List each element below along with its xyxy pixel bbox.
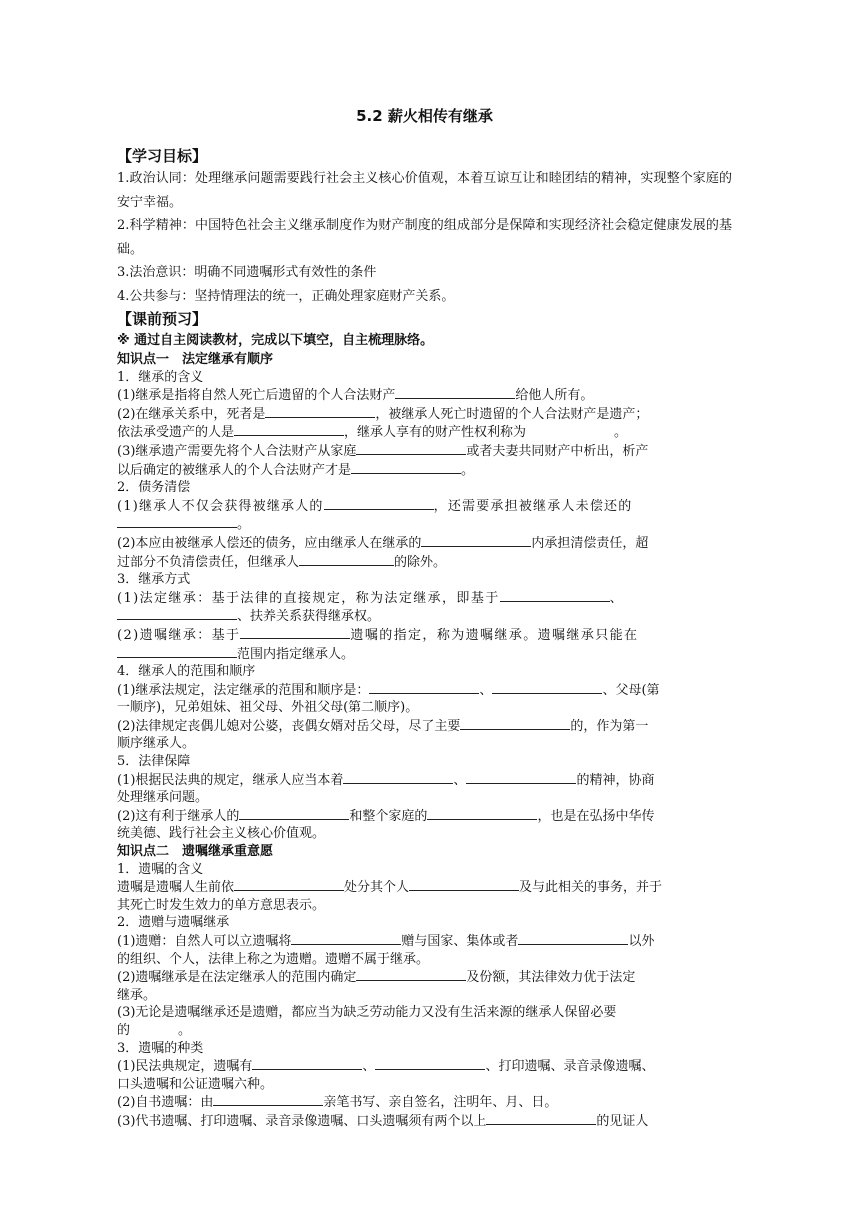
answer-blank[interactable] xyxy=(351,461,461,474)
answer-blank[interactable] xyxy=(234,423,344,436)
fill-line: (1)根据民法典的规定，继承人应当本着 、 的精神，协商 xyxy=(117,772,655,788)
fill-line: (1)遗赠：自然人可以立遗嘱将 赠与国家、集体或者 以外 xyxy=(117,934,655,949)
subsection-heading: 5．法律保障 xyxy=(117,754,191,770)
answer-blank[interactable] xyxy=(369,681,479,694)
fill-line: 范围内指定继承人。 xyxy=(117,645,732,664)
answer-blank[interactable] xyxy=(421,534,531,547)
text-line: 统美德、践行社会主义核心价值观。 xyxy=(117,826,326,842)
answer-blank[interactable] xyxy=(518,932,628,945)
goal-item: 2.科学精神：中国特色社会主义继承制度作为财产制度的组成部分是保障和实现经济社会稳定健康发展的基础。 xyxy=(117,218,732,257)
fill-line: (2)自书遗嘱：由 亲笔书写、亲自签名，注明年、月、日。 xyxy=(117,1095,558,1111)
answer-blank[interactable] xyxy=(427,807,537,820)
text-line: 继承。 xyxy=(117,987,157,1003)
learning-goals-heading: 【学习目标】 xyxy=(117,147,208,165)
answer-blank[interactable] xyxy=(356,442,466,455)
answer-blank[interactable] xyxy=(240,626,350,639)
text-line: 其死亡时发生效力的单方意思表示。 xyxy=(117,897,326,913)
answer-blank[interactable] xyxy=(239,807,349,820)
fill-line: 遗嘱是遗嘱人生前依 处分其个人 及与此相关的事务，并于 xyxy=(117,880,663,896)
fill-line: 。 xyxy=(117,515,732,534)
answer-blank[interactable] xyxy=(486,1112,596,1125)
answer-blank[interactable] xyxy=(375,1057,485,1070)
answer-blank[interactable] xyxy=(500,589,610,602)
answer-blank[interactable] xyxy=(466,771,576,784)
answer-blank[interactable] xyxy=(213,1093,323,1106)
subsection-heading: 1．继承的含义 xyxy=(117,369,204,385)
fill-line: (1)法定继承：基于法律的直接规定，称为法定继承，即基于 、 xyxy=(117,590,625,606)
fill-line: (3)继承遗产需要先将个人合法财产从家庭 或者夫妻共同财产中析出，析产 xyxy=(117,443,649,459)
subsection-heading: 2．遗赠与遗嘱继承 xyxy=(117,915,230,931)
text-line: 的组织、个人，法律上称之为遗赠。遗赠不属于继承。 xyxy=(117,951,430,967)
answer-blank[interactable] xyxy=(492,681,602,694)
fill-line: (1)继承人不仅会获得被继承人的 ，还需要承担被继承人未偿还的 xyxy=(117,498,633,514)
knowledge-point-1-heading: 知识点一 法定继承有顺序 xyxy=(117,352,274,367)
text-line: 口头遗嘱和公证遗嘱六种。 xyxy=(117,1076,274,1092)
fill-line: (2)法律规定丧偶儿媳对公婆，丧偶女婿对岳父母，尽了主要 的，作为第一 xyxy=(117,718,649,734)
subsection-heading: 4．继承人的范围和顺序 xyxy=(117,664,256,680)
answer-blank[interactable] xyxy=(409,878,519,891)
answer-blank[interactable] xyxy=(117,645,237,658)
answer-blank[interactable] xyxy=(117,607,237,620)
fill-line: (3)代书遗嘱、打印遗嘱、录音录像遗嘱、口头遗嘱须有两个以上 的见证人 xyxy=(117,1113,649,1129)
fill-line: 以后确定的被继承人的个人合法财产才是 。 xyxy=(117,462,475,478)
fill-line: (1)民法典规定，遗嘱有 、 、打印遗嘱、录音录像遗嘱、 xyxy=(117,1059,655,1075)
text-line: (3)无论是遗嘱继承还是遗赠，都应当为缺乏劳动能力又没有生活来源的继承人保留必要 xyxy=(117,1005,617,1021)
fill-line: 、扶养关系获得继承权。 xyxy=(117,607,732,626)
document-page xyxy=(117,0,732,1131)
subsection-heading: 3．遗嘱的种类 xyxy=(117,1040,204,1056)
fill-line: 的 。 xyxy=(117,1022,192,1038)
answer-blank[interactable] xyxy=(299,553,394,566)
goal-item: 3.法治意识：明确不同遗嘱形式有效性的条件 xyxy=(117,265,377,280)
goal-item: 4.公共参与：坚持情理法的统一，正确处理家庭财产关系。 xyxy=(117,288,455,304)
answer-blank[interactable] xyxy=(265,405,375,418)
subsection-heading: 2．债务清偿 xyxy=(117,480,191,496)
fill-line: (2)在继承关系中，死者是 ，被继承人死亡时遗留的个人合法财产是遗产； xyxy=(117,406,649,422)
fill-line: 过部分不负清偿责任，但继承人 的除外。 xyxy=(117,554,447,570)
answer-blank[interactable] xyxy=(356,968,466,981)
answer-blank[interactable] xyxy=(343,771,453,784)
answer-blank[interactable] xyxy=(291,932,401,945)
preview-heading: 【课前预习】 xyxy=(117,310,208,328)
subsection-heading: 3．继承方式 xyxy=(117,572,191,588)
text-line: 一顺序)，兄弟姐妹、祖父母、外祖父母(第二顺序)。 xyxy=(117,700,419,716)
fill-line: (1)继承法规定，法定继承的范围和顺序是： 、 、父母(第 xyxy=(117,682,660,698)
answer-blank[interactable] xyxy=(234,878,344,891)
preview-instruction: ※ 通过自主阅读教材，完成以下填空，自主梳理脉络。 xyxy=(117,333,434,348)
fill-line: (2)这有利于继承人的 和整个家庭的 ，也是在弘扬中华传 xyxy=(117,808,655,824)
text-line: 顺序继承人。 xyxy=(117,736,196,752)
answer-blank[interactable] xyxy=(324,497,434,510)
fill-line: (1)继承是指将自然人死亡后遗留的个人合法财产 给他人所有。 xyxy=(117,388,594,404)
answer-blank[interactable] xyxy=(395,386,515,399)
fill-line: (2)本应由被继承人偿还的债务，应由继承人在继承的 内承担清偿责任，超 xyxy=(117,535,649,551)
answer-blank[interactable] xyxy=(460,717,570,730)
fill-line: (2)遗嘱继承：基于 遗嘱的指定，称为遗嘱继承。遗嘱继承只能在 xyxy=(117,627,639,643)
subsection-heading: 1．遗嘱的含义 xyxy=(117,861,204,877)
document-title: 5.2 薪火相传有继承 xyxy=(356,107,493,125)
text-line: 处理继承问题。 xyxy=(117,790,209,806)
fill-line: (2)遗嘱继承是在法定继承人的范围内确定 及份额，其法律效力优于法定 xyxy=(117,970,636,986)
answer-blank[interactable] xyxy=(117,515,237,528)
fill-line: 依法承受遗产的人是 ，继承人享有的财产性权利称为 。 xyxy=(117,425,628,441)
goal-item: 1.政治认同：处理继承问题需要践行社会主义核心价值观，本着互谅互让和睦团结的精神，实现整个家庭的安宁幸福。 xyxy=(117,171,732,210)
answer-blank[interactable] xyxy=(252,1057,362,1070)
knowledge-point-2-heading: 知识点二 遗嘱继承重意愿 xyxy=(117,844,274,860)
